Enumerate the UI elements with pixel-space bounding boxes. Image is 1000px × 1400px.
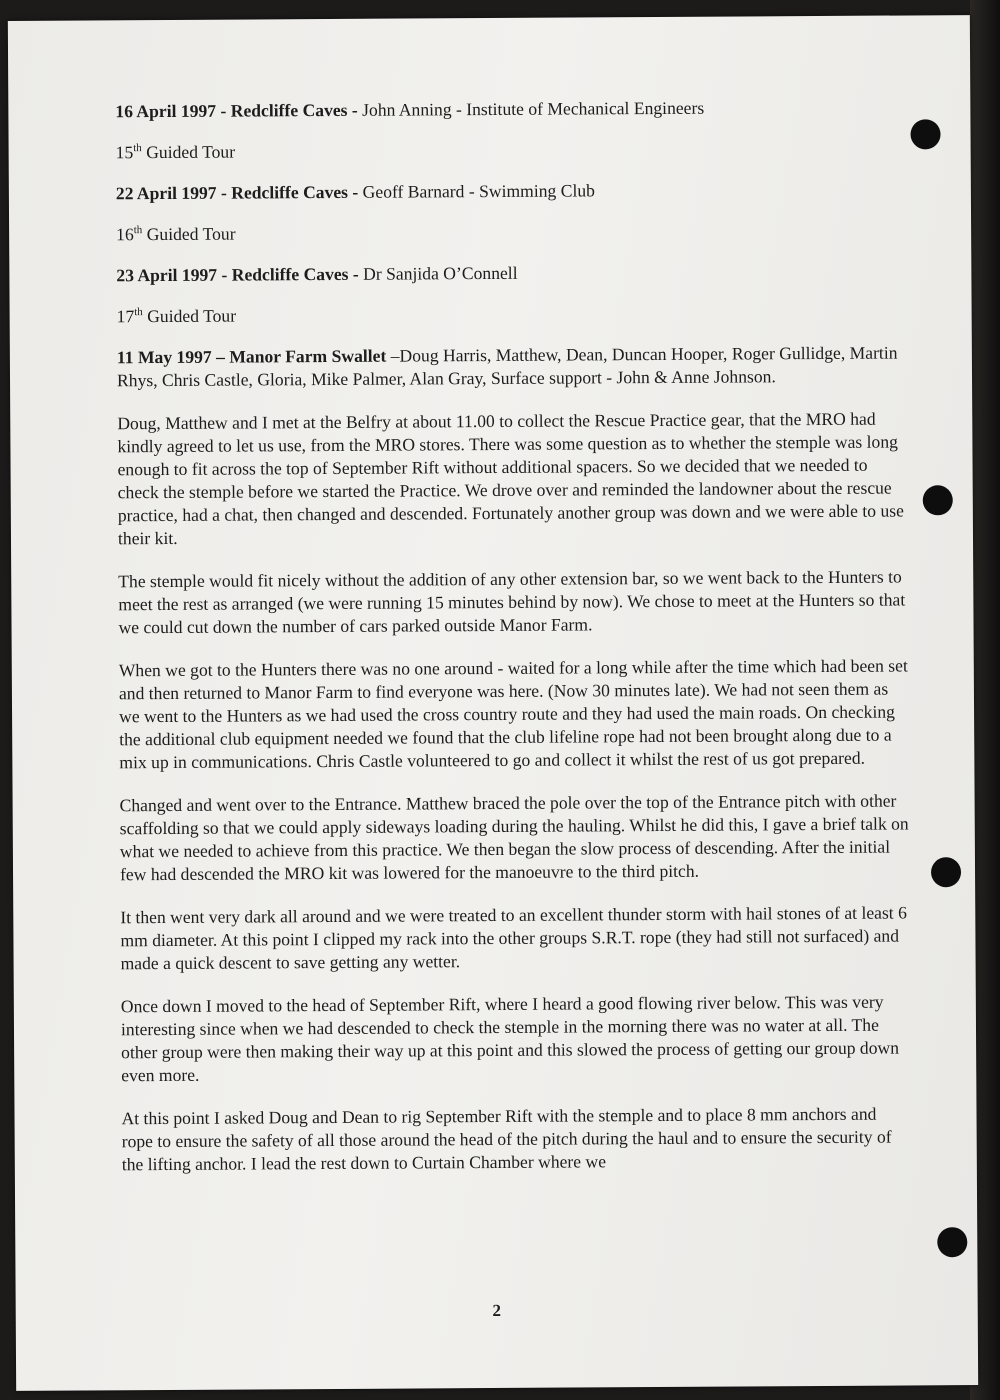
tour-ordinal: th [133,224,143,237]
body-paragraph: Changed and went over to the Entrance. Matthew braced the pole over the top of the Entrance pitch with other scaffolding so that we could apply sideways loading during the hauling. Whilst he did this, I gave a brief talk on what we needed to achieve from this practice. We then began the slow process of descending. After the initial few had descended the MRO kit was lowered for the manoeuvre to the third pitch. [119,790,909,885]
punch-hole [923,485,953,515]
entry-place: Redcliffe Caves - [231,263,364,285]
tour-number: 16 [116,224,134,245]
document-page [8,15,978,1391]
entry-detail: Geoff Barnard - Swimming Club [362,180,595,202]
entry-place: Redcliffe Caves - [231,181,363,203]
body-paragraph: When we got to the Hunters there was no one around - waited for a long while after the time which had been set and then returned to Manor Farm to find everyone was here. (Now 30 minutes late). We had not seen them as we went to the Hunters as we had used the cross country route and they had used the main roads. On checking the additional club equipment needed we found that the club lifeline rope had not been brought along due to a mix up in communications. Chris Castle volunteered to go and collect it whilst the rest of us got prepared. [118,655,908,773]
tour-number: 15 [115,142,134,163]
tour-number: 17 [116,306,135,327]
body-paragraph: At this point I asked Doug and Dean to rig September Rift with the stemple and to place 8 mm anchors and rope to ensure the safety of all those around the head of the pitch during the haul and to ensure the security of the lifting anchor. I lead the rest down to Curtain Chamber where we [121,1103,892,1175]
guided-tour-line [116,218,906,246]
trip-heading [117,341,907,392]
body-paragraph: It then went very dark all around and we were treated to an excellent thunder storm with hail stones of at least 6 mm diameter. At this point I clipped my rack into the other groups S.R.T. rope (they had still not surfaced) and made a quick descent to save getting any wetter. [120,902,907,974]
entry-date: 22 April 1997 - [115,182,232,204]
body-paragraph: Once down I moved to the head of September Rift, where I heard a good flowing river below. This was very interesting since when we had descended to check the stemple in the morning there was no water at all. The other group were then making their way up at this point and this slowed the process of getting our group down even more. [120,991,900,1086]
tour-label: Guided Tour [141,141,236,163]
entry-detail: John Anning - Institute of Mechanical Engineers [362,97,705,120]
punch-hole [937,1227,967,1257]
entry-heading [115,95,905,123]
body-paragraph: Doug, Matthew and I met at the Belfry at about 11.00 to collect the Rescue Practice gear, that the MRO had kindly agreed to let us use, from the MRO stores. There was some question as to whether the stemple was long enough to fit across the top of September Rift without additional spacers. So we decided that we needed to check the stemple before we started the Practice. We drove over and reminded the landowner about the rescue practice, had a chat, then changed and descended. Fortunately another group was down and we were able to use their kit. [117,408,904,549]
page-number: 2 [492,1300,502,1321]
guided-tour-line [117,300,907,328]
tour-ordinal: th [133,142,142,155]
document-body [115,95,912,1196]
entry-detail: Dr Sanjida O’Connell [363,262,518,284]
tour-label: Guided Tour [142,305,237,327]
entry-place: Redcliffe Caves - [230,99,363,121]
trip-attendees: –Doug Harris, Matthew, Dean, Duncan Hooper, Roger Gullidge, Martin Rhys, Chris Castle, Gloria, Mike Palmer, Alan Gray, Surface support - John & Anne Johnson. [116,342,898,391]
punch-hole [910,119,940,149]
tour-label: Guided Tour [142,223,236,245]
entry-heading [116,177,906,205]
entry-date: 16 April 1997 - [115,100,231,122]
entry-date: 23 April 1997 - [116,264,232,286]
guided-tour-line [116,136,906,164]
punch-hole [931,857,961,887]
body-paragraph: The stemple would fit nicely without the addition of any other extension bar, so we went back to the Hunters to meet the rest as arranged (we were running 15 minutes behind by now). We chose to meet at the Hunters so that we could cut down the number of cars parked outside Manor Farm. [118,566,906,638]
tour-ordinal: th [134,306,143,319]
trip-title: 11 May 1997 – Manor Farm Swallet [116,345,391,368]
entry-heading [116,259,906,287]
